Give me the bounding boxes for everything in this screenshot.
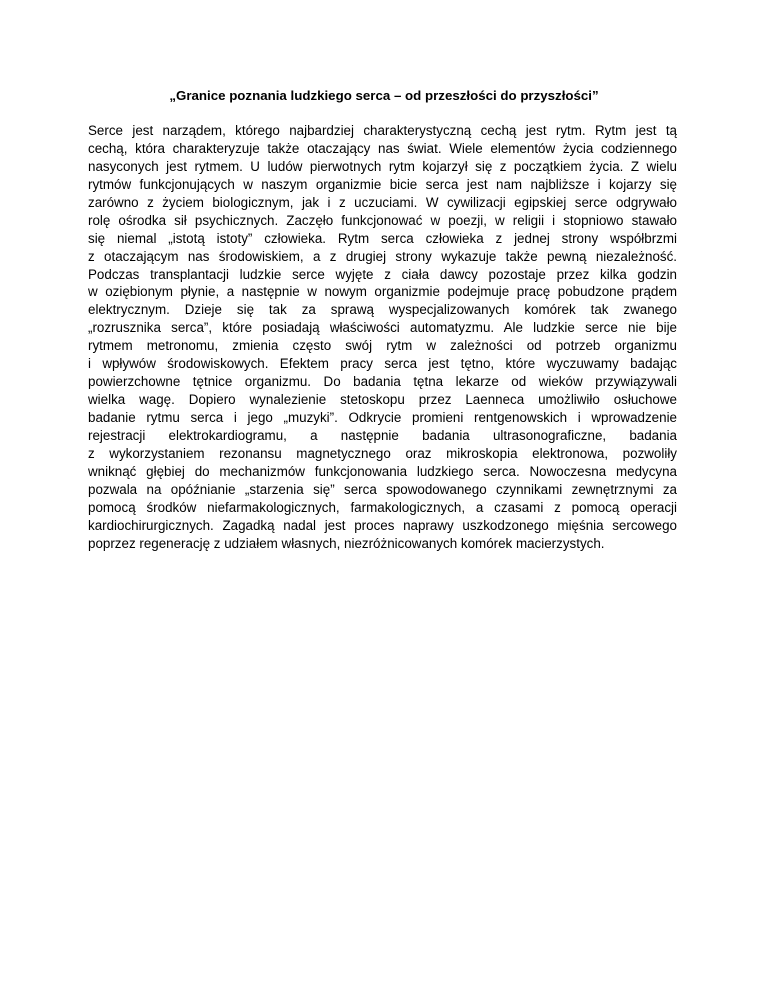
body-line: Podczas transplantacji ludzkie serce wyjęte z ciała dawcy pozostaje przez kilka godzin [88,266,677,282]
body-line: w oziębionym płynie, a następnie w nowym organizmie podejmuje pracę pobudzone prądem [88,284,677,300]
body-line: rolę ośrodka sił psychicznych. Zaczęło funkcjonować w poezji, w religii i stopniowo stawało [88,212,677,228]
body-line: powierzchowne tętnice organizmu. Do badania tętna lekarze od wieków przywiązywali [88,374,677,390]
body-line: rytmem metronomu, zmienia często swój rytm w zależności od potrzeb organizmu [88,338,677,354]
body-line: i wpływów środowiskowych. Efektem pracy serca jest tętno, które wyczuwamy badając [88,356,677,372]
body-line: „rozrusznika serca”, które posiadają właściwości automatyzmu. Ale ludzkie serce nie bije [88,320,677,336]
body-line: badanie rytmu serca i jego „muzyki”. Odkrycie promieni rentgenowskich i wprowadzenie [88,410,677,425]
body-line: rejestracji elektrokardiogramu, a następnie badania ultrasonograficzne, badania [88,427,677,443]
body-line: z wykorzystaniem rezonansu magnetycznego oraz mikroskopia elektronowa, pozwoliły [88,445,677,461]
body-line: cechą, która charakteryzuje także otaczający nas świat. Wiele elementów życia codziennego [88,140,677,156]
body-line: rytmów funkcjonujących w naszym organizmie bicie serca jest nam najbliższe i kojarzy się [88,176,677,192]
body-line: wielka wagę. Dopiero wynalezienie stetoskopu przez Laenneca umożliwiło osłuchowe [88,392,677,408]
body-line: się niemal „istotą istoty” człowieka. Rytm serca człowieka z jednej strony współbrzmi [88,230,677,246]
body-line: kardiochirurgicznych. Zagadką nadal jest proces naprawy uszkodzonego mięśnia sercowego [88,517,677,533]
body-line: wniknąć głębiej do mechanizmów funkcjonowania ludzkiego serca. Nowoczesna medycyna [88,463,677,479]
body-line: pozwala na opóźnianie „starzenia się” serca spowodowanego czynnikami zewnętrznymi za [88,481,677,497]
body-line: Serce jest narządem, którego najbardziej charakterystyczną cechą jest rytm. Rytm jest tą [88,123,677,138]
body-line: pomocą środków niefarmakologicznych, farmakologicznych, a czasami z pomocą operacji [88,499,677,515]
body-line: zarówno z życiem biologicznym, jak i z uczuciami. W cywilizacji egipskiej serce odgrywało [88,194,677,210]
body-line: nasyconych jest rytmem. U ludów pierwotnych rytm kojarzył się z początkiem życia. Z wielu [88,158,677,174]
body-line: elektrycznym. Dzieje się tak za sprawą wyspecjalizowanych komórek tak zwanego [88,302,677,318]
body-line: poprzez regenerację z udziałem własnych, niezróżnicowanych komórek macierzystych. [88,535,605,551]
document-body [88,122,677,553]
body-line: z otaczającym nas środowiskiem, a z drugiej strony wykazuje także pewną niezależność. [88,248,677,264]
document-title: „Granice poznania ludzkiego serca – od przeszłości do przyszłości” [169,88,599,103]
